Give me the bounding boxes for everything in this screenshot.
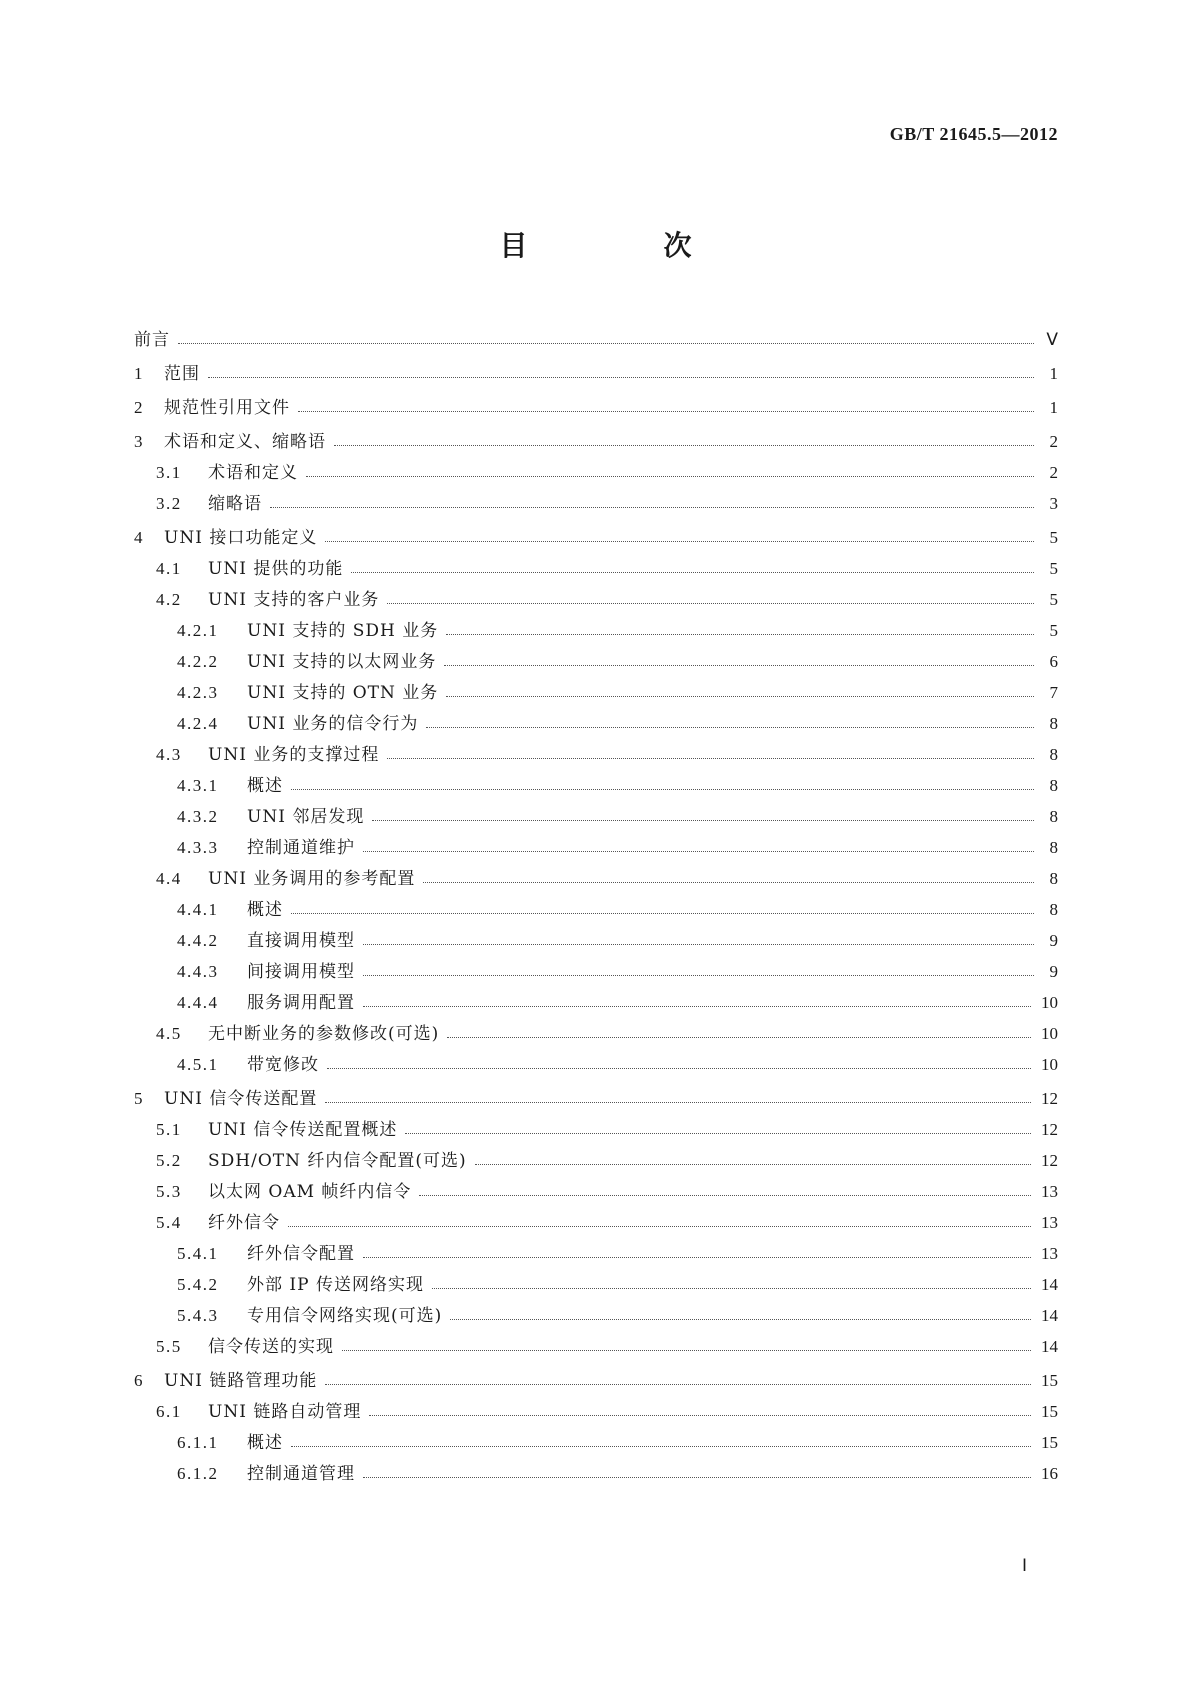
toc-entry-page: Ⅴ — [1046, 330, 1058, 349]
toc-entry[interactable] — [134, 1427, 1058, 1458]
toc-leader-dots — [270, 507, 1034, 508]
toc-leader-dots — [432, 1288, 1031, 1289]
toc-entry[interactable] — [134, 956, 1058, 987]
toc-entry-page: 8 — [1049, 714, 1058, 733]
toc-leader-dots — [363, 851, 1034, 852]
toc-entry-number: 4.4.1 — [177, 900, 219, 919]
table-of-contents — [134, 324, 1058, 1489]
toc-entry[interactable] — [134, 987, 1058, 1018]
toc-entry-page: 5 — [1049, 559, 1058, 578]
toc-entry-label: 无中断业务的参数修改(可选) — [208, 1024, 440, 1044]
toc-entry[interactable] — [134, 1365, 1058, 1396]
toc-entry-number: 4 — [134, 528, 144, 547]
toc-entry-number: 4.3.3 — [177, 838, 219, 857]
toc-leader-dots — [351, 572, 1034, 573]
toc-entry[interactable] — [134, 863, 1058, 894]
toc-leader-dots — [450, 1319, 1031, 1320]
toc-entry-page: 15 — [1041, 1402, 1058, 1421]
toc-entry-number: 4.2.4 — [177, 714, 219, 733]
toc-leader-dots — [291, 1446, 1031, 1447]
toc-entry-page: 14 — [1041, 1275, 1058, 1294]
toc-entry-page: 12 — [1041, 1089, 1058, 1108]
toc-entry-number: 4.2.1 — [177, 621, 219, 640]
toc-entry-number: 5.4 — [156, 1213, 182, 1232]
toc-leader-dots — [363, 1257, 1031, 1258]
toc-leader-dots — [363, 1477, 1031, 1478]
toc-entry-number: 4.3 — [156, 745, 182, 764]
toc-entry[interactable] — [134, 488, 1058, 519]
toc-entry-number: 5 — [134, 1089, 144, 1108]
toc-entry[interactable] — [134, 677, 1058, 708]
toc-entry-number: 3.2 — [156, 494, 182, 513]
toc-entry-number: 4.5 — [156, 1024, 182, 1043]
toc-entry[interactable] — [134, 770, 1058, 801]
toc-entry-label: 缩略语 — [208, 494, 262, 514]
toc-entry-number: 5.4.2 — [177, 1275, 219, 1294]
toc-title: 目 次 — [499, 229, 746, 262]
toc-entry-page: 2 — [1049, 463, 1058, 482]
toc-entry-label: 术语和定义 — [208, 463, 298, 483]
toc-entry-page: 8 — [1049, 869, 1058, 888]
toc-entry-label: 控制通道维护 — [247, 838, 355, 858]
toc-entry-label: UNI 邻居发现 — [247, 807, 365, 827]
toc-entry-label: UNI 提供的功能 — [208, 559, 344, 579]
toc-entry-page: 5 — [1049, 621, 1058, 640]
toc-entry-label: 概述 — [247, 900, 283, 920]
toc-entry[interactable] — [134, 832, 1058, 863]
toc-leader-dots — [342, 1350, 1031, 1351]
toc-entry-number: 5.4.1 — [177, 1244, 219, 1263]
toc-entry[interactable] — [134, 739, 1058, 770]
toc-entry-number: 4.3.2 — [177, 807, 219, 826]
toc-entry-number: 4.2.3 — [177, 683, 219, 702]
toc-entry-page: 9 — [1049, 931, 1058, 950]
toc-entry-number: 5.5 — [156, 1337, 182, 1356]
toc-entry-label: UNI 支持的 OTN 业务 — [247, 683, 439, 703]
toc-leader-dots — [363, 1006, 1031, 1007]
toc-entry-page: 14 — [1041, 1337, 1058, 1356]
toc-leader-dots — [363, 975, 1034, 976]
toc-entry-label: UNI 支持的以太网业务 — [247, 652, 437, 672]
toc-entry-label: UNI 链路管理功能 — [164, 1371, 318, 1391]
toc-entry[interactable] — [134, 457, 1058, 488]
toc-entry-page: 8 — [1049, 900, 1058, 919]
toc-entry-number: 4.1 — [156, 559, 182, 578]
toc-entry-number: 5.1 — [156, 1120, 182, 1139]
toc-entry[interactable] — [134, 1331, 1058, 1362]
toc-entry-page: 10 — [1041, 1055, 1058, 1074]
toc-entry[interactable] — [134, 1049, 1058, 1080]
toc-entry-label: 概述 — [247, 776, 283, 796]
toc-entry-page: 13 — [1041, 1182, 1058, 1201]
toc-entry-number: 5.4.3 — [177, 1306, 219, 1325]
toc-entry-label: 概述 — [247, 1433, 283, 1453]
toc-leader-dots — [291, 789, 1034, 790]
toc-entry-number: 4.4.3 — [177, 962, 219, 981]
toc-entry-label: UNI 支持的客户业务 — [208, 590, 380, 610]
toc-entry-number: 4.4.2 — [177, 931, 219, 950]
toc-leader-dots — [423, 882, 1034, 883]
toc-entry-number: 3 — [134, 432, 144, 451]
toc-leader-dots — [334, 445, 1034, 446]
toc-entry-label: 间接调用模型 — [247, 962, 355, 982]
toc-entry-page: 8 — [1049, 776, 1058, 795]
toc-entry-label: 控制通道管理 — [247, 1464, 355, 1484]
toc-entry-label: UNI 业务调用的参考配置 — [208, 869, 416, 889]
toc-entry-number: 3.1 — [156, 463, 182, 482]
toc-entry-page: 12 — [1041, 1120, 1058, 1139]
toc-entry[interactable] — [134, 1269, 1058, 1300]
toc-leader-dots — [426, 727, 1034, 728]
toc-entry-page: 8 — [1049, 745, 1058, 764]
toc-leader-dots — [475, 1164, 1031, 1165]
toc-entry-label: 规范性引用文件 — [164, 398, 290, 418]
toc-leader-dots — [298, 411, 1034, 412]
toc-entry-page: 8 — [1049, 807, 1058, 826]
toc-entry-label: 前言 — [134, 330, 170, 350]
toc-entry-number: 2 — [134, 398, 144, 417]
toc-leader-dots — [387, 758, 1034, 759]
toc-leader-dots — [288, 1226, 1031, 1227]
toc-entry-number: 4.4.4 — [177, 993, 219, 1012]
toc-leader-dots — [306, 476, 1034, 477]
toc-entry-page: 1 — [1049, 398, 1058, 417]
toc-leader-dots — [178, 343, 1034, 344]
standard-code: GB/T 21645.5—2012 — [889, 124, 1058, 144]
toc-entry[interactable] — [134, 646, 1058, 677]
toc-entry-page: 13 — [1041, 1213, 1058, 1232]
toc-leader-dots — [325, 1384, 1031, 1385]
toc-entry-label: 带宽修改 — [247, 1055, 319, 1075]
toc-entry-number: 4.2 — [156, 590, 182, 609]
toc-entry-number: 6.1.1 — [177, 1433, 219, 1452]
toc-entry-page: 14 — [1041, 1306, 1058, 1325]
toc-entry-page: 1 — [1049, 364, 1058, 383]
toc-entry-label: UNI 信令传送配置 — [164, 1089, 318, 1109]
toc-entry-number: 4.3.1 — [177, 776, 219, 795]
toc-entry[interactable] — [134, 553, 1058, 584]
toc-entry-label: 范围 — [164, 364, 200, 384]
toc-entry-label: UNI 链路自动管理 — [208, 1402, 362, 1422]
toc-entry-page: 5 — [1049, 528, 1058, 547]
toc-entry[interactable] — [134, 324, 1058, 355]
toc-entry-number: 4.4 — [156, 869, 182, 888]
toc-entry[interactable] — [134, 1238, 1058, 1269]
toc-leader-dots — [419, 1195, 1031, 1196]
toc-entry-label: 服务调用配置 — [247, 993, 355, 1013]
toc-entry[interactable] — [134, 1396, 1058, 1427]
toc-entry-label: UNI 业务的支撑过程 — [208, 745, 380, 765]
toc-entry-label: 外部 IP 传送网络实现 — [247, 1275, 424, 1295]
toc-entry-label: UNI 支持的 SDH 业务 — [247, 621, 439, 641]
toc-entry[interactable] — [134, 925, 1058, 956]
toc-leader-dots — [325, 541, 1034, 542]
toc-entry-number: 6.1 — [156, 1402, 182, 1421]
toc-entry-number: 5.3 — [156, 1182, 182, 1201]
toc-entry[interactable] — [134, 426, 1058, 457]
toc-entry-page: 3 — [1049, 494, 1058, 513]
toc-entry-page: 6 — [1049, 652, 1058, 671]
toc-entry-number: 6 — [134, 1371, 144, 1390]
toc-entry[interactable] — [134, 358, 1058, 389]
toc-leader-dots — [291, 913, 1034, 914]
toc-entry[interactable] — [134, 1018, 1058, 1049]
toc-leader-dots — [387, 603, 1034, 604]
toc-entry-page: 16 — [1041, 1464, 1058, 1483]
toc-entry[interactable] — [134, 584, 1058, 615]
toc-entry-page: 9 — [1049, 962, 1058, 981]
toc-entry-number: 4.5.1 — [177, 1055, 219, 1074]
toc-leader-dots — [405, 1133, 1031, 1134]
toc-entry-page: 5 — [1049, 590, 1058, 609]
toc-entry-page: 10 — [1041, 993, 1058, 1012]
toc-entry-page: 13 — [1041, 1244, 1058, 1263]
toc-leader-dots — [446, 634, 1034, 635]
toc-entry-page: 15 — [1041, 1371, 1058, 1390]
toc-entry-label: UNI 业务的信令行为 — [247, 714, 419, 734]
toc-entry[interactable] — [134, 522, 1058, 553]
toc-entry-page: 12 — [1041, 1151, 1058, 1170]
toc-entry-label: SDH/OTN 纤内信令配置(可选) — [208, 1151, 467, 1171]
toc-entry-page: 10 — [1041, 1024, 1058, 1043]
toc-entry[interactable] — [134, 1300, 1058, 1331]
toc-entry[interactable] — [134, 894, 1058, 925]
toc-leader-dots — [325, 1102, 1031, 1103]
toc-entry-label: 术语和定义、缩略语 — [164, 432, 326, 452]
toc-leader-dots — [446, 696, 1034, 697]
toc-leader-dots — [327, 1068, 1031, 1069]
toc-entry-label: UNI 信令传送配置概述 — [208, 1120, 398, 1140]
toc-leader-dots — [363, 944, 1034, 945]
toc-leader-dots — [208, 377, 1034, 378]
toc-leader-dots — [369, 1415, 1031, 1416]
toc-leader-dots — [372, 820, 1034, 821]
toc-entry[interactable] — [134, 1458, 1058, 1489]
toc-entry-number: 1 — [134, 364, 144, 383]
toc-entry[interactable] — [134, 708, 1058, 739]
toc-entry[interactable] — [134, 1083, 1058, 1114]
toc-entry-label: 纤外信令 — [208, 1213, 280, 1233]
toc-entry-page: 15 — [1041, 1433, 1058, 1452]
toc-entry-label: 以太网 OAM 帧纤内信令 — [208, 1182, 412, 1202]
toc-entry-label: UNI 接口功能定义 — [164, 528, 318, 548]
toc-entry-page: 7 — [1049, 683, 1058, 702]
toc-entry-page: 8 — [1049, 838, 1058, 857]
toc-entry[interactable] — [134, 1176, 1058, 1207]
toc-entry-label: 直接调用模型 — [247, 931, 355, 951]
toc-entry-label: 信令传送的实现 — [208, 1337, 334, 1357]
toc-entry[interactable] — [134, 1114, 1058, 1145]
toc-entry[interactable] — [134, 392, 1058, 423]
toc-entry-number: 5.2 — [156, 1151, 182, 1170]
toc-entry[interactable] — [134, 615, 1058, 646]
toc-entry-number: 4.2.2 — [177, 652, 219, 671]
toc-entry[interactable] — [134, 1145, 1058, 1176]
toc-entry[interactable] — [134, 801, 1058, 832]
toc-leader-dots — [444, 665, 1034, 666]
toc-entry-page: 2 — [1049, 432, 1058, 451]
page-number: Ⅰ — [1022, 1556, 1028, 1575]
toc-entry-label: 专用信令网络实现(可选) — [247, 1306, 443, 1326]
toc-entry-label: 纤外信令配置 — [247, 1244, 355, 1264]
toc-leader-dots — [447, 1037, 1031, 1038]
toc-entry-number: 6.1.2 — [177, 1464, 219, 1483]
toc-entry[interactable] — [134, 1207, 1058, 1238]
